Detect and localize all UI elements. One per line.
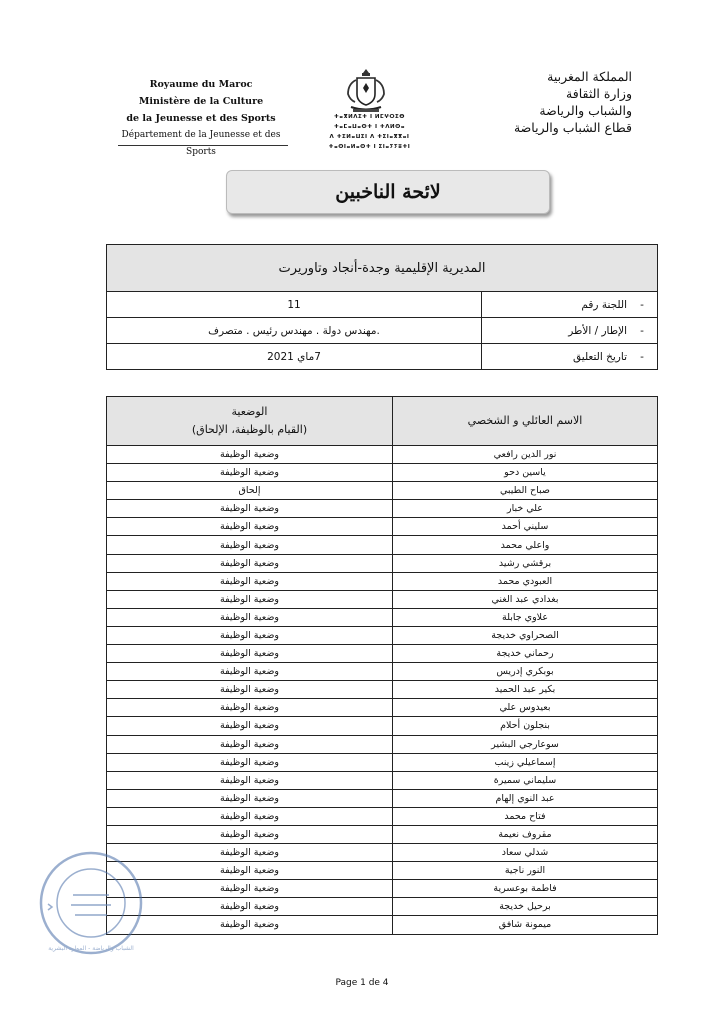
- voter-status: وضعية الوظيفة: [107, 717, 393, 735]
- ar-line-sector: قطاع الشباب والرياضة: [513, 120, 632, 135]
- voter-name: إسماعيلي زينب: [393, 753, 658, 771]
- arabic-header: [482, 68, 632, 136]
- voter-name: بوبكري إدريس: [393, 663, 658, 681]
- voter-status: وضعية الوظيفة: [107, 464, 393, 482]
- voter-status: وضعية الوظيفة: [107, 663, 393, 681]
- voter-status: وضعية الوظيفة: [107, 645, 393, 663]
- voter-name: سليني أحمد: [393, 518, 658, 536]
- committee-number: 11: [107, 292, 482, 318]
- info-row-committee: [107, 292, 658, 318]
- tifinagh-line-1: ⵜⴰⴳⵍⴷⵉⵜ ⵏ ⵍⵎⵖⵔⵉⴱ: [333, 114, 405, 120]
- table-row: [107, 844, 658, 862]
- info-label-cell: -اللجنة رقم: [482, 292, 658, 318]
- tifinagh-line-2: ⵜⴰⵎⴰⵡⴰⵙⵜ ⵏ ⵜⴷⵍⵙⴰ: [333, 124, 406, 130]
- voters-table: [106, 396, 658, 935]
- voter-name: سوعارجي البشير: [393, 735, 658, 753]
- table-row: [107, 645, 658, 663]
- voter-name: نور الدين رافعي: [393, 446, 658, 464]
- voter-status: وضعية الوظيفة: [107, 862, 393, 880]
- framework-label: الإطار / الأطر: [568, 324, 627, 337]
- official-stamp: [38, 850, 144, 956]
- table-row: [107, 572, 658, 590]
- framework-value: .مهندس دولة . مهندس رئيس . متصرف: [107, 318, 482, 344]
- voter-status: وضعية الوظيفة: [107, 536, 393, 554]
- status-column-sublabel: (القيام بالوظيفة، الإلحاق): [191, 423, 308, 436]
- voter-status: وضعية الوظيفة: [107, 500, 393, 518]
- voter-status: وضعية الوظيفة: [107, 554, 393, 572]
- table-row: [107, 789, 658, 807]
- column-header-name: [393, 397, 658, 446]
- table-row: [107, 898, 658, 916]
- status-column-label: الوضعية: [231, 405, 268, 418]
- table-row: [107, 536, 658, 554]
- voter-name: عبد النوي إلهام: [393, 789, 658, 807]
- voter-status: وضعية الوظيفة: [107, 518, 393, 536]
- column-header-status: [107, 397, 393, 446]
- fr-line-ministry: Ministère de la Culture: [138, 96, 264, 107]
- voter-name: شدلي سعاد: [393, 844, 658, 862]
- voter-status: وضعية الوظيفة: [107, 825, 393, 843]
- table-row: [107, 590, 658, 608]
- voter-name: النور ناجية: [393, 862, 658, 880]
- voter-status: وضعية الوظيفة: [107, 880, 393, 898]
- voter-status: وضعية الوظيفة: [107, 771, 393, 789]
- voter-status: وضعية الوظيفة: [107, 753, 393, 771]
- table-row: [107, 735, 658, 753]
- tifinagh-line-4: ⵜⴰⵙⵏⴰⵍⴰⵙⵜ ⵏ ⵉⵏⴰⵢⵢⵓⵜⵏ: [328, 144, 411, 150]
- voter-status: إلحاق: [107, 482, 393, 500]
- voter-name: فتاح محمد: [393, 807, 658, 825]
- ar-line-ministry: وزارة الثقافة: [566, 86, 632, 101]
- voter-name: بنجلون أحلام: [393, 717, 658, 735]
- voter-name: صباح الطيبي: [393, 482, 658, 500]
- voter-status: وضعية الوظيفة: [107, 681, 393, 699]
- voter-name: العبودي محمد: [393, 572, 658, 590]
- voter-status: وضعية الوظيفة: [107, 916, 393, 934]
- voter-status: وضعية الوظيفة: [107, 735, 393, 753]
- info-label-cell: -الإطار / الأطر: [482, 318, 658, 344]
- header-divider: [118, 145, 288, 146]
- ar-line-kingdom: المملكة المغربية: [547, 69, 632, 84]
- fr-line-youth: de la Jeunesse et des Sports: [126, 113, 276, 124]
- voter-status: وضعية الوظيفة: [107, 844, 393, 862]
- voter-name: رحماني خديجة: [393, 645, 658, 663]
- voter-name: علاوي جابلة: [393, 608, 658, 626]
- voter-name: برحيل خديجة: [393, 898, 658, 916]
- committee-label: اللجنة رقم: [581, 298, 627, 311]
- tifinagh-header: [327, 112, 412, 152]
- table-row: [107, 807, 658, 825]
- table-row: [107, 608, 658, 626]
- voter-name: سليماني سميرة: [393, 771, 658, 789]
- table-row: [107, 771, 658, 789]
- table-row: [107, 681, 658, 699]
- voters-table-header: [107, 397, 658, 446]
- voters-table-body: [107, 446, 658, 935]
- table-row: [107, 500, 658, 518]
- french-header: [112, 76, 290, 161]
- posting-date-value: 7ماي 2021: [107, 344, 482, 370]
- name-column-label: الاسم العائلي و الشخصي: [467, 414, 583, 427]
- table-row: [107, 663, 658, 681]
- table-row: [107, 717, 658, 735]
- voter-name: فاطمة بوعسرية: [393, 880, 658, 898]
- table-row: [107, 464, 658, 482]
- table-row: [107, 446, 658, 464]
- voter-status: وضعية الوظيفة: [107, 789, 393, 807]
- voter-status: وضعية الوظيفة: [107, 608, 393, 626]
- coat-of-arms-icon: [343, 66, 389, 114]
- fr-line-kingdom: Royaume du Maroc: [149, 79, 253, 90]
- voter-status: وضعية الوظيفة: [107, 626, 393, 644]
- table-row: [107, 825, 658, 843]
- tifinagh-line-3: ⴷ ⵜⵉⵍⴰⵡⵉⵏ ⴷ ⵜⵉⵏⴰⴳⴳⴰⵏ: [329, 134, 410, 140]
- page-title: لائحة الناخبين: [226, 170, 550, 214]
- voter-status: وضعية الوظيفة: [107, 699, 393, 717]
- table-row: [107, 482, 658, 500]
- voter-name: ميمونة شافق: [393, 916, 658, 934]
- voter-status: وضعية الوظيفة: [107, 807, 393, 825]
- voter-status: وضعية الوظيفة: [107, 446, 393, 464]
- voter-name: واعلي محمد: [393, 536, 658, 554]
- table-row: [107, 554, 658, 572]
- voter-name: بغدادي عبد الغني: [393, 590, 658, 608]
- voter-name: الصحراوي خديجة: [393, 626, 658, 644]
- fr-line-department: Département de la Jeunesse et des Sports: [121, 130, 281, 157]
- voter-name: برقشي رشيد: [393, 554, 658, 572]
- info-label-cell: -تاريخ التعليق: [482, 344, 658, 370]
- table-row: [107, 518, 658, 536]
- voter-name: مقروف نعيمة: [393, 825, 658, 843]
- voter-name: علي خبار: [393, 500, 658, 518]
- voter-status: وضعية الوظيفة: [107, 898, 393, 916]
- voter-name: ياسين دحو: [393, 464, 658, 482]
- voter-status: وضعية الوظيفة: [107, 590, 393, 608]
- voter-name: بعيدوس علي: [393, 699, 658, 717]
- ar-line-youth-sports: والشباب والرياضة: [539, 103, 632, 118]
- posting-date-label: تاريخ التعليق: [573, 350, 627, 363]
- table-row: [107, 699, 658, 717]
- info-row-framework: [107, 318, 658, 344]
- table-row: [107, 916, 658, 934]
- page-number: Page 1 de 4: [335, 978, 389, 988]
- voter-status: وضعية الوظيفة: [107, 572, 393, 590]
- directorate-name: المديرية الإقليمية وجدة-أنجاد وتاوريرت: [107, 245, 658, 292]
- stamp-text: الشباب والرياضة - الموارد البشرية: [48, 945, 134, 952]
- info-row-date: [107, 344, 658, 370]
- info-table-header-row: [107, 245, 658, 292]
- table-row: [107, 862, 658, 880]
- table-row: [107, 880, 658, 898]
- committee-info-table: [106, 244, 658, 370]
- table-row: [107, 626, 658, 644]
- table-row: [107, 753, 658, 771]
- voter-name: بكير عبد الحميد: [393, 681, 658, 699]
